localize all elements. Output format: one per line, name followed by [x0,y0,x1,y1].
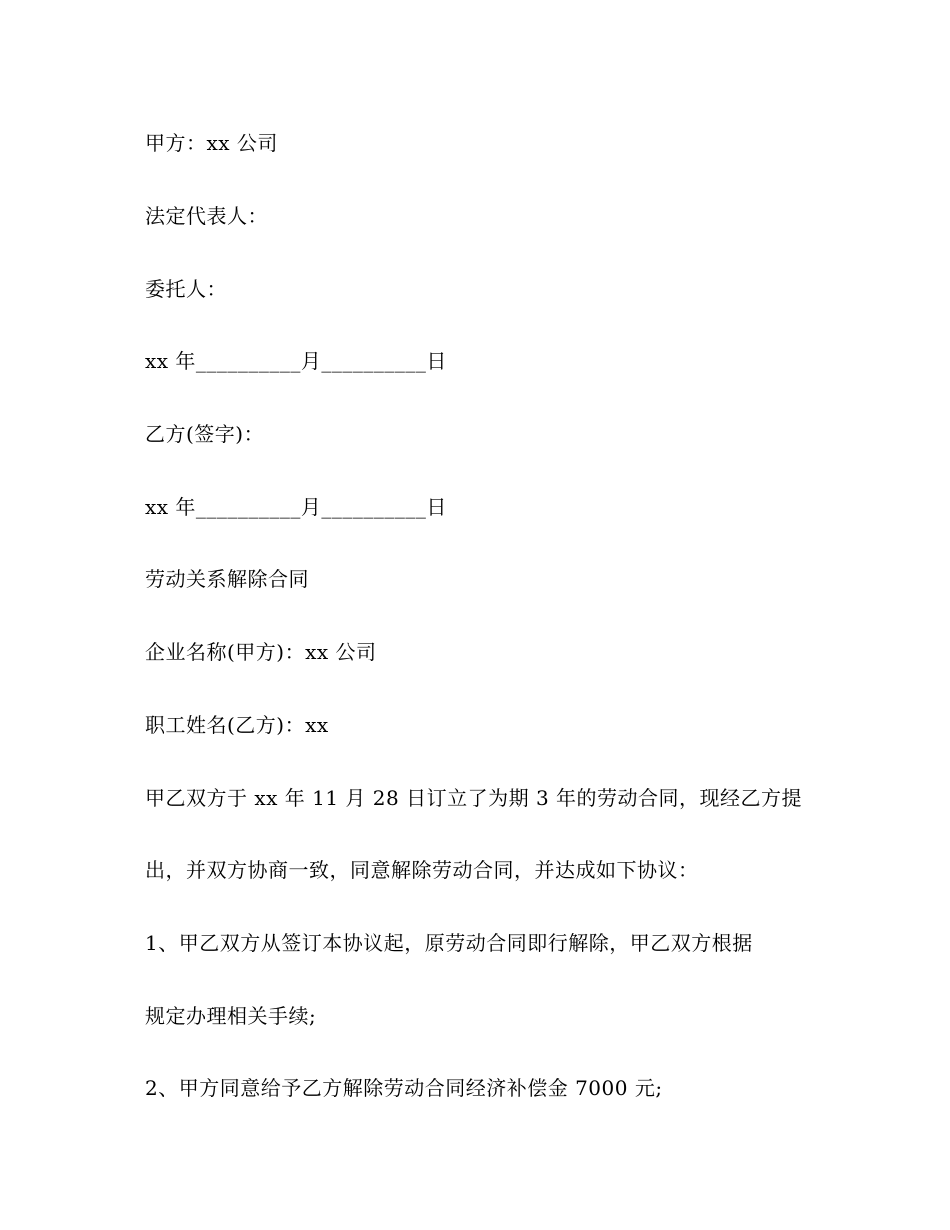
body-paragraph-line: 甲乙双方于 xx 年 11 月 28 日订立了为期 3 年的劳动合同，现经乙方提 [145,786,803,810]
party-b-signature-line: 乙方(签字)： [145,422,265,446]
clause-1-line: 1、甲乙双方从签订本协议起，原劳动合同即行解除，甲乙双方根据 [145,931,753,955]
clause-1-line: 规定办理相关手续; [145,1004,317,1028]
contract-title: 劳动关系解除合同 [145,567,309,591]
legal-representative-line: 法定代表人： [145,204,268,228]
employee-name-line: 职工姓名(乙方)：xx [145,713,329,737]
party-a-line: 甲方：xx 公司 [145,131,278,155]
entrusted-person-line: 委托人： [145,277,227,301]
date-line-party-b: xx 年__________月__________日 [145,495,447,519]
clause-2-line: 2、甲方同意给予乙方解除劳动合同经济补偿金 7000 元; [145,1076,663,1100]
company-name-line: 企业名称(甲方)：xx 公司 [145,640,377,664]
body-paragraph-line: 出，并双方协商一致，同意解除劳动合同，并达成如下协议： [145,858,699,882]
date-line-party-a: xx 年__________月__________日 [145,349,447,373]
